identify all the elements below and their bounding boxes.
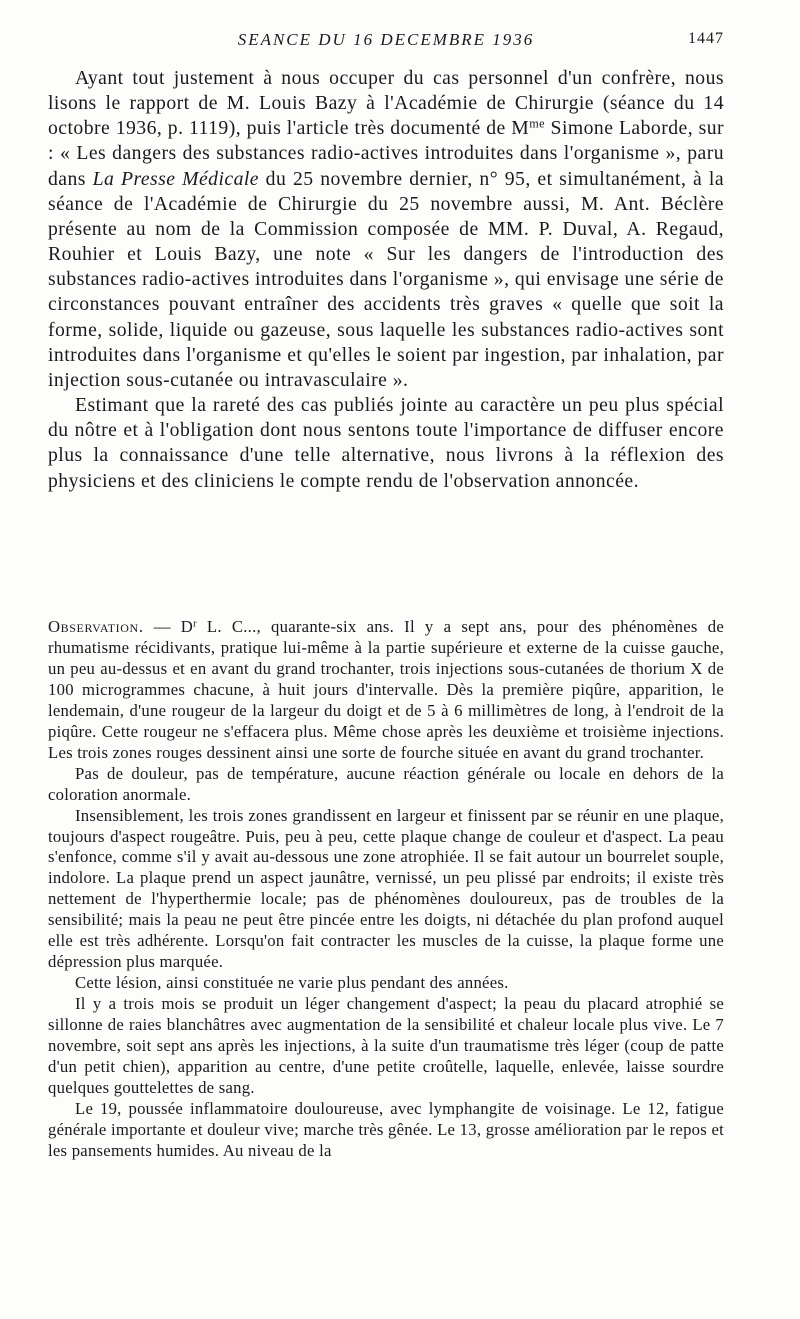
dr-superscript: r [193, 618, 197, 630]
page-number: 1447 [688, 30, 724, 47]
running-title: SEANCE DU 16 DECEMBRE 1936 [237, 30, 535, 49]
observation-paragraph-2: Pas de douleur, pas de température, aucune réaction générale ou locale en dehors de la coloration anormale. [48, 763, 724, 804]
observation-paragraph-3: Insensiblement, les trois zones grandissent en largeur et finissent par se réunir en une plaque, toujours d'aspect rougeâtre. Puis, peu à peu, cette plaque change de couleur et d'aspect. La peau s'enfonce, comme s'il y avait au-dessous une zone atrophiée. Il se fait autour un bourrelet souple, indolore. La plaque prend un aspect jaunâtre, vernissé, un peu plissé par endroits; il existe très nettement de l'hyperthermie locale; pas de phénomènes douloureux, pas de troubles de la sensibilité; mais la peau ne peut être pincée entre les doigts, ni détachée du plan profond auquel elle est très adhérente. Lorsqu'on fait contracter les muscles de la cuisse, la plaque forme une dépression plus marquée. [48, 805, 724, 972]
mme-superscript: me [529, 116, 546, 131]
page-header [48, 30, 724, 56]
observation-label: Observation. [48, 617, 144, 636]
intro-paragraph-2: Estimant que la rareté des cas publiés jointe au caractère un peu plus spécial du nôtre et à l'obligation dont nous sentons toute l'importance de diffuser encore plus la connaissance d'une telle alternative, nous livrons à la réflexion des physiciens et des cliniciens le compte rendu de l'observation annoncée. [48, 394, 724, 492]
observation-paragraph-4: Cette lésion, ainsi constituée ne varie plus pendant des années. [75, 973, 509, 993]
observation-section [48, 617, 724, 1162]
intro-paragraph-1: Ayant tout justement à nous occuper du cas personnel d'un confrère, nous lisons le rapport de M. Louis Bazy à l'Académie de Chirurgie (séance du 14 octobre 1936, p. 1119), puis l'article très documenté de $M^{me}$ Simone Laborde, sur : « Les dangers des substances radio-actives introduites dans l'organisme », paru dans La Presse Médicale du 25 novembre dernier, n° 95, et simultanément, à la séance de l'Académie de Chirurgie du 25 novembre aussi, M. Ant. Béclère présente au nom de la Commission composée de MM. P. Duval, A. Regaud, Rouhier et Louis Bazy, une note « Sur les dangers de l'introduction des substances radio-actives introduites dans l'organisme », qui envisage une série de circonstances pouvant entraîner des accidents très graves « quelle que soit la forme, solide, liquide ou gazeuse, sous laquelle les substances radio-actives sont introduites dans l'organisme et qu'elles le soient par ingestion, par inhalation, par injection sous-cutanée ou intravasculaire ». [48, 67, 725, 391]
observation-paragraph-6: Le 19, poussée inflammatoire douloureuse, avec lymphangite de voisinage. Le 12, fatigue générale importante et douleur vive; marche très gênée. Le 13, grosse amélioration par le repos et les pansements humides. Au niveau de la [48, 1098, 724, 1160]
observation-paragraph-5: Il y a trois mois se produit un léger changement d'aspect; la peau du placard atrophié se sillonne de raies blanchâtres avec augmentation de la sensibilité et chaleur locale plus vive. Le 7 novembre, soit sept ans après les injections, à la suite d'un traumatisme très léger (coup de patte d'un petit chien), apparition au centre, d'une petite croûtelle, laquelle, enlevée, laisse sourdre quelques gouttelettes de sang. [48, 994, 724, 1097]
intro-section [48, 66, 724, 494]
journal-title: La Presse Médicale [92, 167, 259, 190]
observation-paragraph-1: Observation. — $D^r$ L. C..., quarante-six ans. Il y a sept ans, pour des phénomènes de rhumatisme récidivants, pratique lui-même à la partie supérieure et externe de la cuisse gauche, un peu au-dessus et en avant du grand trochanter, trois injections sous-cutanées de thorium X de 100 microgrammes chacune, à huit jours d'intervalle. Dès la première piqûre, apparition, le lendemain, d'une rougeur de la largeur du doigt et de 5 à 6 millimètres de long, à l'endroit de la piqûre. Cette rougeur ne s'effacera plus. Même chose après les deuxième et troisième injections. Les trois zones rouges dessinent ainsi une sorte de fourche située en avant du grand trochanter. [48, 617, 724, 762]
